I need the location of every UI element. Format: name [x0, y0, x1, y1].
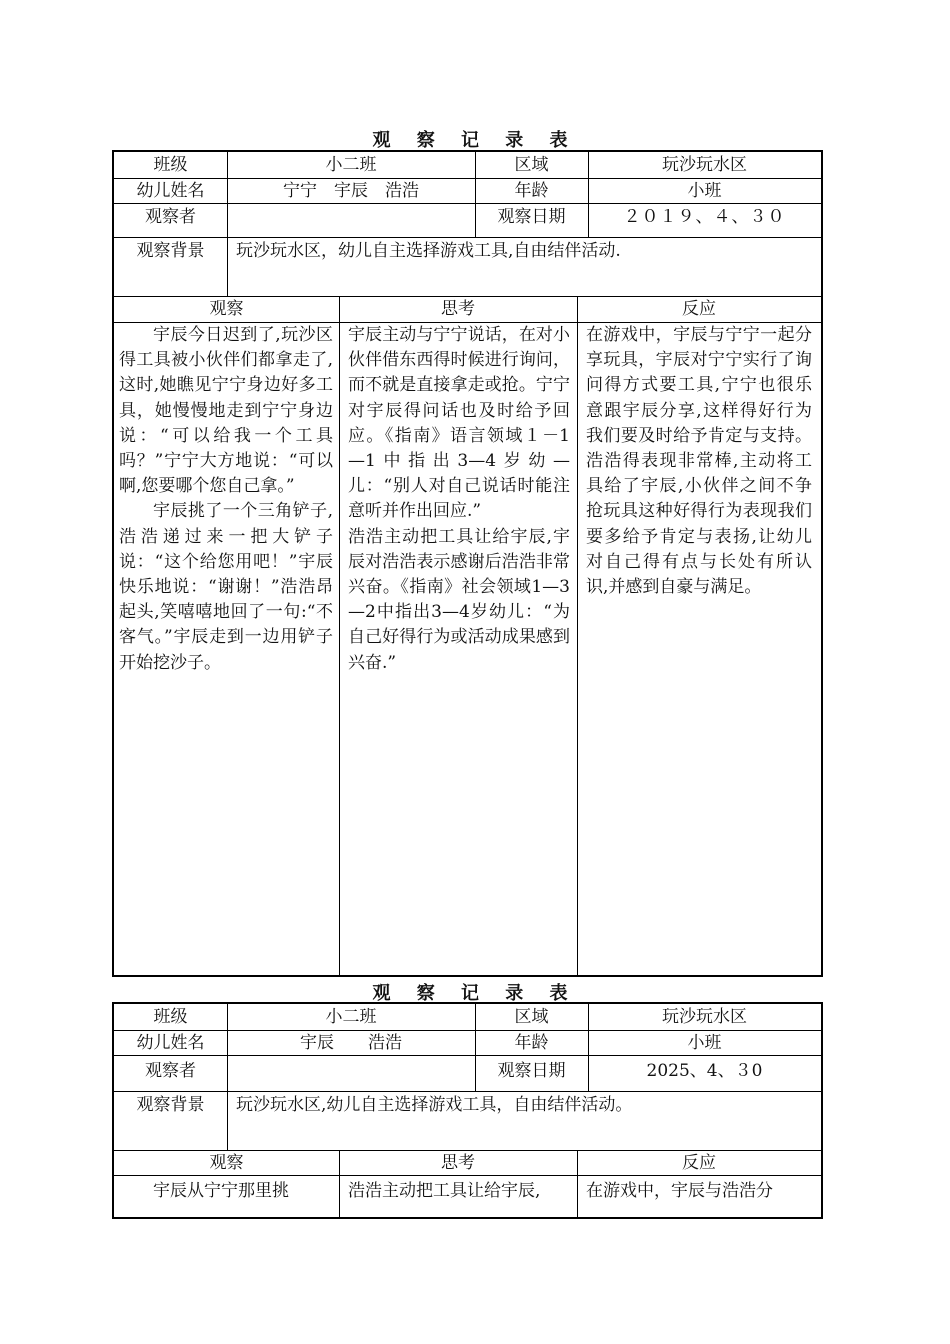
react-content — [586, 1179, 812, 1204]
children-label: 幼儿姓名 — [136, 1033, 205, 1053]
age-value: 小班 — [687, 181, 722, 201]
date-value: 2025、4、３0 — [646, 1061, 763, 1081]
think-paragraph: 浩浩主动把工具让给宇辰, — [348, 1181, 541, 1201]
children-label: 幼儿姓名 — [136, 181, 205, 201]
think-header: 思考 — [441, 1153, 475, 1173]
class-label: 班级 — [153, 155, 188, 175]
observe-header: 观察 — [209, 1153, 244, 1173]
age-label: 年龄 — [514, 1033, 549, 1053]
think-content — [348, 1179, 570, 1204]
react-header: 反应 — [682, 1153, 716, 1173]
background-label: 观察背景 — [136, 1095, 205, 1115]
think-paragraph: 宇辰主动与宁宁说话，在对小伙伴借东西得时候进行询问，而不就是直接拿走或抢。宁宁对宇辰得问话也及时给予回应。《指南》语言领域１－1—1中指出3—4岁幼—儿：“别人对自己说话时能注意听并作出回应.” — [348, 325, 570, 522]
age-label: 年龄 — [514, 181, 549, 201]
observation-form-1 — [112, 150, 823, 977]
date-label: 观察日期 — [497, 207, 566, 227]
think-paragraph: 浩浩主动把工具让给宇辰,宇辰对浩浩表示感谢后浩浩非常兴奋。《指南》社会领域1—3—2中指出3—4岁幼儿：“为自己好得行为或活动成果感到兴奋.” — [348, 526, 570, 673]
class-value: 小二班 — [325, 155, 377, 175]
react-content — [586, 323, 812, 600]
age-value: 小班 — [687, 1033, 722, 1053]
area-label: 区域 — [514, 155, 549, 175]
react-paragraph: 在游戏中，宇辰与宁宁一起分享玩具，宇辰对宁宁实行了询问得方式要工具,宁宁也很乐意跟宇辰分享,这样得好行为我们要及时给予肯定与支持。浩浩得表现非常棒,主动将工具给了宇辰,小伙伴之间不争抢玩具这种好得行为表现我们要多给予肯定与表扬,让幼儿对自己得有点与长处有所认识,并感到自豪与满足。 — [586, 325, 812, 598]
observe-content — [119, 1179, 333, 1204]
background-value: 玩沙玩水区，幼儿自主选择游戏工具,自由结伴活动. — [236, 241, 621, 261]
observe-paragraph: 宇辰从宁宁那里挑 — [153, 1181, 289, 1201]
form1-title: 观 察 记 录 表 — [372, 130, 578, 151]
background-value: 玩沙玩水区,幼儿自主选择游戏工具，自由结伴活动。 — [236, 1095, 633, 1115]
class-label: 班级 — [153, 1007, 188, 1027]
observer-label: 观察者 — [145, 207, 196, 227]
background-label: 观察背景 — [136, 241, 205, 261]
date-label: 观察日期 — [497, 1061, 566, 1081]
observer-label: 观察者 — [145, 1061, 196, 1081]
observe-header: 观察 — [209, 299, 244, 319]
react-paragraph: 在游戏中，宇辰与浩浩分 — [586, 1181, 773, 1201]
children-value: 宇辰 浩浩 — [300, 1033, 402, 1053]
observe-content — [119, 323, 333, 676]
children-value: 宁宁 宇辰 浩浩 — [283, 181, 419, 201]
think-content — [348, 323, 570, 676]
area-value: 玩沙玩水区 — [662, 155, 747, 175]
area-value: 玩沙玩水区 — [662, 1007, 747, 1027]
react-header: 反应 — [682, 299, 716, 319]
date-value: ２０１９、４、３０ — [623, 207, 786, 227]
area-label: 区域 — [514, 1007, 549, 1027]
form2-title: 观 察 记 录 表 — [372, 983, 578, 1004]
class-value: 小二班 — [325, 1007, 377, 1027]
think-header: 思考 — [441, 299, 475, 319]
observe-paragraph: 宇辰挑了一个三角铲子,浩浩递过来一把大铲子说：“这个给您用吧！”宇辰快乐地说：“谢谢！”浩浩昂起头,笑嘻嘻地回了一句:“不客气。”宇辰走到一边用铲子开始挖沙子。 — [119, 501, 333, 673]
observation-form-2 — [112, 1002, 823, 1219]
observe-paragraph: 宇辰今日迟到了,玩沙区得工具被小伙伴们都拿走了,这时,她瞧见宁宁身边好多工具，她慢慢地走到宁宁身边说：“可以给我一个工具吗？”宁宁大方地说：“可以啊,您要哪个您自己拿。” — [119, 325, 333, 497]
